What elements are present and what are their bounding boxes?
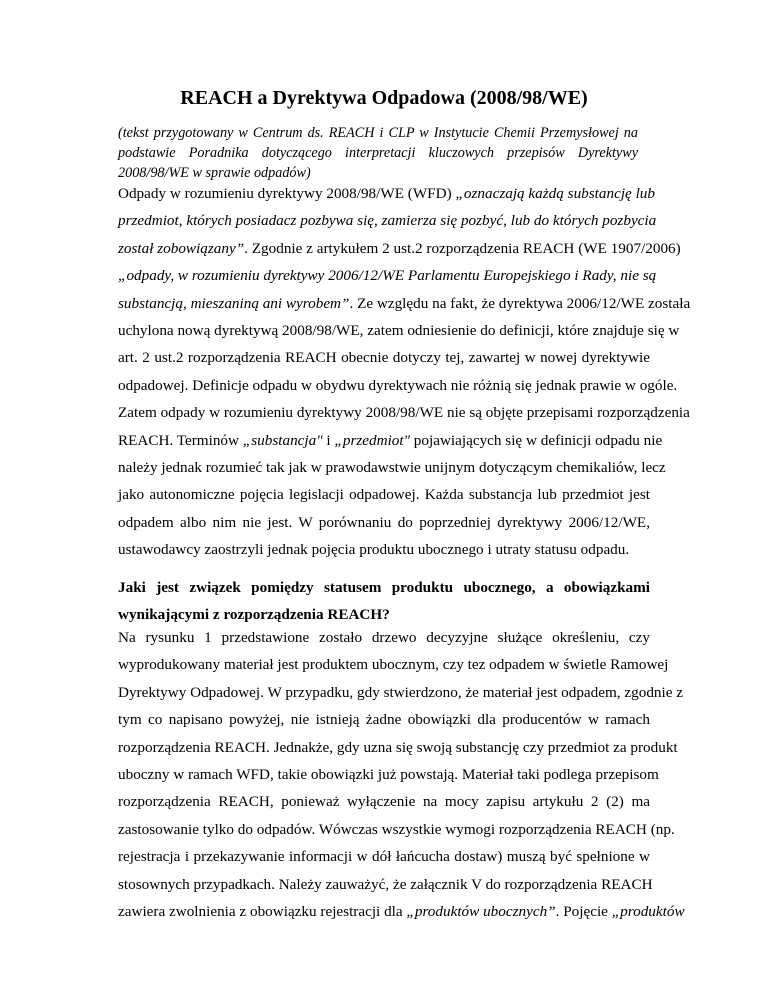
intro-line: podstawie Poradnika dotyczącego interpretacji kluczowych przepisów Dyrektywy <box>118 145 638 161</box>
text-line: zawiera zwolnienia z obowiązku rejestracji dla „produktów ubocznych”. Pojęcie „produktów <box>118 903 685 921</box>
text-line: przedmiot, których posiadacz pozbywa się, zamierza się pozbyć, lub do których pozbycia <box>118 212 657 230</box>
text-line: REACH. Terminów „substancja" i „przedmiot" pojawiających się w definicji odpadu nie <box>118 431 663 449</box>
text-line: „odpady, w rozumieniu dyrektywy 2006/12/WE Parlamentu Europejskiego i Rady, nie są <box>118 267 657 285</box>
text-line: został zobowiązany”. Zgodnie z artykułem 2 ust.2 rozporządzenia REACH (WE 1907/2006) <box>118 239 681 257</box>
text-line: Dyrektywy Odpadowej. W przypadku, gdy stwierdzono, że materiał jest odpadem, zgodnie z <box>118 683 684 701</box>
intro-note <box>118 123 638 183</box>
text-line: odpadowej. Definicje odpadu w obydwu dyrektywach nie różnią się jednak prawie w ogóle. <box>118 376 678 394</box>
text-line: Odpady w rozumieniu dyrektywy 2008/98/WE (WFD) „oznaczają każdą substancję lub <box>118 185 655 202</box>
text-line: odpadem albo nim nie jest. W porównaniu do poprzedniej dyrektywy 2006/12/WE, <box>118 513 650 531</box>
heading-line: Jaki jest związek pomiędzy statusem produktu ubocznego, a obowiązkami <box>118 579 650 596</box>
paragraph-waste-definition <box>118 180 691 564</box>
text-line: rozporządzenia REACH, ponieważ wyłączenie na mocy zapisu artykułu 2 (2) ma <box>118 793 650 811</box>
text-line: uchylona nową dyrektywą 2008/98/WE, zatem odniesienie do definicji, które znajduje się w <box>118 322 680 340</box>
document-title: REACH a Dyrektywa Odpadowa (2008/98/WE) <box>180 87 588 109</box>
intro-line: 2008/98/WE w sprawie odpadów) <box>118 165 311 181</box>
text-line: wyprodukowany materiał jest produktem ubocznym, czy tez odpadem w świetle Ramowej <box>118 656 669 674</box>
text-line: rozporządzenia REACH. Jednakże, gdy uzna się swoją substancję czy przedmiot za produkt <box>118 738 678 756</box>
text-line: Zatem odpady w rozumieniu dyrektywy 2008/98/WE nie są objęte przepisami rozporządzenia <box>118 404 690 422</box>
section-heading <box>118 574 650 629</box>
text-line: należy jednak rozumieć tak jak w prawodawstwie unijnym dotyczącym chemikaliów, lecz <box>118 459 666 477</box>
text-line: zastosowanie tylko do odpadów. Wówczas wszystkie wymogi rozporządzenia REACH (np. <box>118 820 675 838</box>
heading-line: wynikającymi z rozporządzenia REACH? <box>118 606 390 624</box>
text-line: tym co napisano powyżej, nie istnieją żadne obowiązki dla producentów w ramach <box>118 711 650 729</box>
paragraph-by-product <box>118 624 685 925</box>
text-line: ustawodawcy zaostrzyli jednak pojęcia produktu ubocznego i utraty statusu odpadu. <box>118 541 630 559</box>
text-line: Na rysunku 1 przedstawione zostało drzewo decyzyjne służące określeniu, czy <box>118 629 650 646</box>
text-line: uboczny w ramach WFD, takie obowiązki już powstają. Materiał taki podlega przepisom <box>118 766 659 784</box>
text-line: jako autonomiczne pojęcia legislacji odpadowej. Każda substancja lub przedmiot jest <box>118 486 650 504</box>
text-line: substancją, mieszaniną ani wyrobem”. Ze względu na fakt, że dyrektywa 2006/12/WE została <box>118 294 691 312</box>
text-line: rejestracja i przekazywanie informacji w dół łańcucha dostaw) muszą być spełnione w <box>118 848 650 866</box>
text-line: art. 2 ust.2 rozporządzenia REACH obecnie dotyczy tej, zawartej w nowej dyrektywie <box>118 349 650 367</box>
intro-line: (tekst przygotowany w Centrum ds. REACH i CLP w Instytucie Chemii Przemysłowej na <box>118 125 638 141</box>
text-line: stosownych przypadkach. Należy zauważyć, że załącznik V do rozporządzenia REACH <box>118 875 653 893</box>
